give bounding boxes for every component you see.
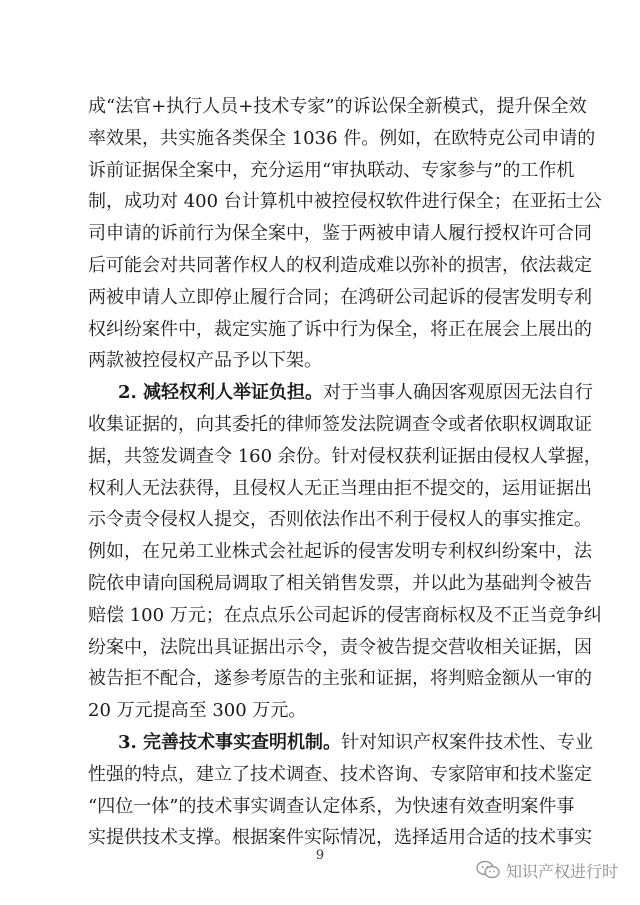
paragraph-3-heading: 3. 完善技术事实查明机制。 [118, 732, 342, 753]
paragraph-1-line-4: 制，成功对 400 台计算机中被控侵权软件进行保全；在亚拓士公 [88, 191, 602, 213]
paragraph-1-line-9: 两款被控侵权产品予以下架。 [88, 350, 322, 372]
paragraph-3-first-line-text: 针对知识产权案件技术性、专业 [341, 732, 594, 753]
watermark [476, 858, 618, 882]
paragraph-1-line-8: 权纠纷案件中，裁定实施了诉中行为保全，将正在展会上展出的 [88, 318, 592, 340]
paragraph-1-line-6: 后可能会对共同著作权人的权利造成难以弥补的损害，依法裁定 [88, 255, 592, 276]
paragraph-3-line-4: 实提供技术支撑。根据案件实际情况，选择适用合适的技术事实 [88, 827, 592, 849]
page-number: 9 [315, 848, 325, 863]
paragraph-3-first-line [118, 732, 594, 753]
paragraph-1-line-1: 成“法官+执行人员+技术专家”的诉讼保全新模式，提升保全效 [88, 96, 587, 117]
paragraph-1-line-3: 诉前证据保全案中，充分运用“审执联动、专家参与”的工作机 [88, 159, 575, 181]
paragraph-3-line-2: 性强的特点，建立了技术调查、技术咨询、专家陪审和技术鉴定 [88, 763, 592, 785]
paragraph-2-line-3: 据，共签发调查令 160 余份。针对侵权获利证据由侵权人掌握， [88, 445, 602, 467]
paragraph-2-line-10: 被告拒不配合，遂参考原告的主张和证据，将判赔金额从一审的 [88, 668, 592, 690]
paragraph-1-line-2: 率效果，共实施各类保全 1036 件。例如，在欧特克公司申请的 [88, 127, 596, 149]
paragraph-2-line-9: 纷案中，法院出具证据出示令，责令被告提交营收相关证据，因 [88, 636, 592, 658]
paragraph-2-heading: 2. 减轻权利人举证负担。 [118, 382, 324, 404]
paragraph-2-line-6: 例如，在兄弟工业株式会社起诉的侵害发明专利权纠纷案中，法 [88, 541, 592, 563]
paragraph-2-line-4: 权利人无法获得，且侵权人无正当理由拒不提交的，运用证据出 [88, 477, 592, 499]
paragraph-3-line-3: “四位一体”的技术事实调查认定体系，为快速有效查明案件事 [88, 795, 575, 817]
watermark-text: 知识产权进行时 [506, 861, 619, 881]
paragraph-1-line-5: 司申请的诉前行为保全案中，鉴于两被申请人履行授权许可合同 [88, 223, 592, 245]
paragraph-2-line-8: 赔偿 100 万元；在点点乐公司起诉的侵害商标权及不正当竞争纠 [88, 604, 602, 626]
paragraph-2-line-5: 示令责令侵权人提交，否则依法作出不利于侵权人的事实推定。 [88, 509, 592, 531]
paragraph-2-line-2: 收集证据的，向其委托的律师签发法院调查令或者依职权调取证 [88, 414, 592, 435]
wechat-icon [476, 860, 500, 880]
paragraph-2-line-11: 20 万元提高至 300 万元。 [88, 700, 307, 722]
paragraph-2-first-line [118, 382, 594, 404]
paragraph-2-line-7: 院依申请向国税局调取了相关销售发票，并以此为基础判令被告 [88, 573, 592, 594]
paragraph-1-line-7: 两被申请人立即停止履行合同；在鸿研公司起诉的侵害发明专利 [88, 286, 592, 308]
paragraph-2-first-line-text: 对于当事人确因客观原因无法自行 [323, 382, 594, 404]
